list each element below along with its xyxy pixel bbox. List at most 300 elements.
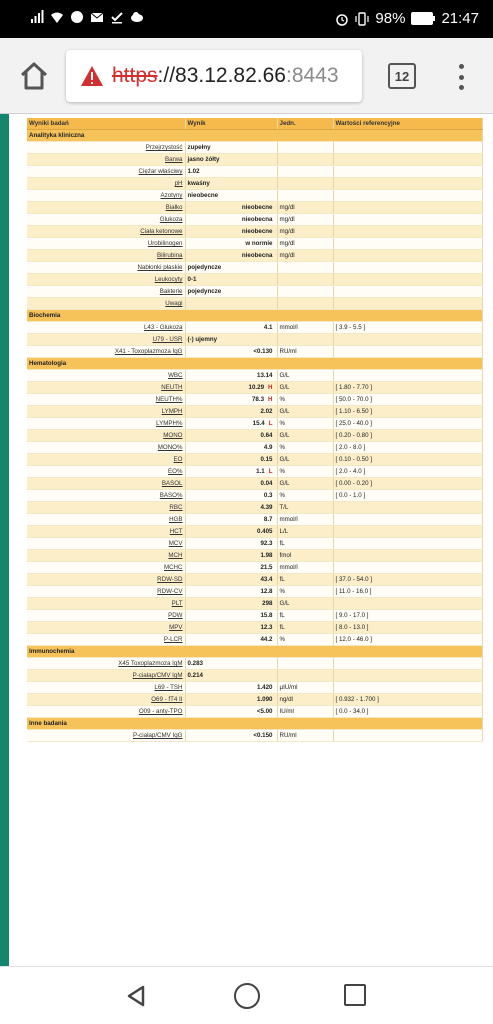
result-cell [185, 730, 277, 742]
result-value: nieobecne [241, 204, 273, 212]
table-row [27, 166, 482, 178]
header-test: Wyniki badań [27, 118, 185, 130]
result-cell [185, 598, 277, 610]
result-cell [185, 298, 277, 310]
unit-cell: G/L [277, 430, 333, 442]
reference-range-cell [333, 562, 482, 574]
table-row [27, 382, 482, 394]
table-row [27, 214, 482, 226]
result-cell [185, 214, 277, 226]
result-value: pojedyncze [187, 288, 222, 296]
result-cell [185, 502, 277, 514]
unit-cell: fL [277, 574, 333, 586]
result-value: 1.02 [187, 168, 200, 176]
unit-cell: mmol/l [277, 562, 333, 574]
result-cell [185, 478, 277, 490]
reference-range-cell [333, 166, 482, 178]
unit-cell [277, 190, 333, 202]
reference-range-cell: [ 25.0 - 40.0 ] [333, 418, 482, 430]
test-name-link[interactable]: L69 - TSH [27, 682, 185, 694]
test-name-link[interactable]: LYMPH [27, 406, 185, 418]
system-nav-bar [0, 966, 493, 1024]
result-value: 4.39 [260, 504, 273, 512]
table-row [27, 406, 482, 418]
unit-cell [277, 178, 333, 190]
result-value: 0.64 [260, 432, 273, 440]
reference-range-cell [333, 142, 482, 154]
result-cell [185, 442, 277, 454]
unit-cell: G/L [277, 598, 333, 610]
table-row [27, 286, 482, 298]
table-row [27, 550, 482, 562]
result-value: 0.15 [260, 456, 273, 464]
result-cell [185, 454, 277, 466]
home-icon[interactable] [18, 60, 50, 92]
test-name-link[interactable]: Azotyny [27, 190, 185, 202]
result-cell [185, 634, 277, 646]
table-row [27, 466, 482, 478]
reference-range-cell [333, 550, 482, 562]
result-cell [185, 274, 277, 286]
test-name-link[interactable]: P-LCR [27, 634, 185, 646]
unit-cell: T/L [277, 502, 333, 514]
test-name-link[interactable]: RDW-SD [27, 574, 185, 586]
table-row [27, 418, 482, 430]
lab-results-table [27, 118, 483, 742]
download-done-icon [110, 10, 124, 24]
result-value: 1.1 [256, 468, 265, 476]
test-name-link[interactable]: Nabłonki płaskie [27, 262, 185, 274]
reference-range-cell [333, 730, 482, 742]
test-name-link[interactable]: HCT [27, 526, 185, 538]
overflow-menu-icon[interactable] [453, 62, 469, 92]
result-cell [185, 202, 277, 214]
test-name-link[interactable]: LYMPH% [27, 418, 185, 430]
result-cell [185, 178, 277, 190]
result-value: 43.4 [260, 576, 273, 584]
result-cell [185, 334, 277, 346]
browser-toolbar [0, 38, 493, 114]
test-name-link[interactable]: MONO [27, 430, 185, 442]
unit-cell [277, 262, 333, 274]
table-header-row [27, 118, 482, 130]
result-value: 4.1 [263, 324, 273, 332]
reference-range-cell: [ 0.20 - 0.80 ] [333, 430, 482, 442]
reference-range-cell [333, 226, 482, 238]
result-cell [185, 622, 277, 634]
result-cell [185, 382, 277, 394]
test-name-link[interactable]: Barwa [27, 154, 185, 166]
status-bar [0, 0, 493, 38]
result-value: w normie [245, 240, 273, 248]
table-row [27, 562, 482, 574]
result-value: 1.98 [260, 552, 273, 560]
result-cell [185, 550, 277, 562]
test-name-link[interactable]: EO [27, 454, 185, 466]
reference-range-cell [333, 598, 482, 610]
recent-apps-icon[interactable] [344, 984, 366, 1006]
unit-cell [277, 154, 333, 166]
table-row [27, 598, 482, 610]
result-value: 21.5 [260, 564, 273, 572]
home-nav-icon[interactable] [234, 983, 260, 1009]
result-cell [185, 694, 277, 706]
reference-range-cell: [ 9.0 - 17.0 ] [333, 610, 482, 622]
table-row [27, 454, 482, 466]
result-value: jasno żółty [187, 156, 220, 164]
header-reference: Wartości referencyjne [333, 118, 482, 130]
test-name-link[interactable]: Urobilinogen [27, 238, 185, 250]
test-name-link[interactable]: Białko [27, 202, 185, 214]
unit-cell: mg/dl [277, 202, 333, 214]
result-value: 1.090 [257, 696, 273, 704]
result-value: nieobecna [241, 216, 273, 224]
unit-cell [277, 142, 333, 154]
test-name-link[interactable]: BASO% [27, 490, 185, 502]
reference-range-cell [333, 526, 482, 538]
table-row [27, 178, 482, 190]
result-value: 0.214 [187, 672, 203, 680]
result-cell [185, 166, 277, 178]
reference-range-cell: [ 0.10 - 0.50 ] [333, 454, 482, 466]
result-value: 15.4 [252, 420, 265, 428]
test-name-link[interactable]: Glukoza [27, 214, 185, 226]
test-name-link[interactable]: X45 Toxoplazmoza IgM [27, 658, 185, 670]
reference-range-cell [333, 214, 482, 226]
result-cell [185, 562, 277, 574]
result-value: 2.02 [260, 408, 273, 416]
test-name-link[interactable]: NEUTH [27, 382, 185, 394]
header-result: Wynik [185, 118, 277, 130]
table-row [27, 670, 482, 682]
reference-range-cell [333, 670, 482, 682]
reference-range-cell: [ 2.0 - 8.0 ] [333, 442, 482, 454]
section-header-row [27, 130, 482, 142]
reference-range-cell [333, 250, 482, 262]
test-name-link[interactable]: BASOL [27, 478, 185, 490]
unit-cell: % [277, 490, 333, 502]
table-row [27, 586, 482, 598]
result-value: 1.420 [257, 684, 273, 692]
test-name-link[interactable]: MCV [27, 538, 185, 550]
section-title: Immunochemia [27, 646, 482, 658]
unit-cell: fmol [277, 550, 333, 562]
unit-cell: G/L [277, 478, 333, 490]
reference-range-cell: [ 0.00 - 0.20 ] [333, 478, 482, 490]
test-name-link[interactable]: MCHC [27, 562, 185, 574]
table-row [27, 658, 482, 670]
result-flag: L [268, 420, 273, 428]
result-value: 0.04 [260, 480, 273, 488]
result-value: <0.130 [253, 348, 273, 356]
vibrate-icon [355, 12, 369, 26]
result-value: nieobecna [241, 252, 273, 260]
result-cell [185, 190, 277, 202]
unit-cell: % [277, 634, 333, 646]
test-name-link[interactable]: PLT [27, 598, 185, 610]
result-value: 92.3 [260, 540, 273, 548]
result-flag: L [268, 468, 273, 476]
reference-range-cell [333, 238, 482, 250]
unit-cell: G/L [277, 454, 333, 466]
test-name-link[interactable]: RDW-CV [27, 586, 185, 598]
result-value: pojedyncze [187, 264, 222, 272]
result-cell [185, 586, 277, 598]
reference-range-cell [333, 202, 482, 214]
result-cell [185, 706, 277, 718]
table-row [27, 538, 482, 550]
result-value: <0.150 [253, 732, 273, 740]
test-name-link[interactable]: MONO% [27, 442, 185, 454]
result-cell [185, 154, 277, 166]
warning-icon[interactable] [80, 65, 104, 87]
test-name-link[interactable]: P-ciałap/CMV IgG [27, 730, 185, 742]
result-cell [185, 238, 277, 250]
reference-range-cell [333, 190, 482, 202]
url-bar[interactable] [66, 50, 362, 102]
table-row [27, 298, 482, 310]
unit-cell: G/L [277, 406, 333, 418]
result-flag: H [268, 384, 273, 392]
left-accent-bar [0, 114, 9, 966]
reference-range-cell [333, 262, 482, 274]
alarm-icon [335, 12, 349, 26]
unit-cell: ng/dl [277, 694, 333, 706]
section-header-row [27, 646, 482, 658]
result-value: 12.8 [260, 588, 273, 596]
test-name-link[interactable]: HGB [27, 514, 185, 526]
test-name-link[interactable]: Bilirubina [27, 250, 185, 262]
unit-cell: mmol/l [277, 514, 333, 526]
result-value: nieobecne [187, 192, 219, 200]
table-row [27, 430, 482, 442]
reference-range-cell: [ 12.0 - 46.0 ] [333, 634, 482, 646]
result-cell [185, 610, 277, 622]
reference-range-cell [333, 502, 482, 514]
table-row [27, 346, 482, 358]
result-cell [185, 466, 277, 478]
result-cell [185, 322, 277, 334]
result-value: 10.29 [248, 384, 265, 392]
url-host: ://83.12.82.66 [157, 64, 286, 87]
table-row [27, 202, 482, 214]
tab-switcher-button[interactable]: 12 [388, 63, 416, 89]
result-flag: H [268, 396, 273, 404]
section-header-row [27, 718, 482, 730]
url-scheme: https [112, 64, 158, 87]
reference-range-cell: [ 0.0 - 34.0 ] [333, 706, 482, 718]
result-cell [185, 142, 277, 154]
test-name-link[interactable]: X41 - Toxoplazmoza IgG [27, 346, 185, 358]
test-name-link[interactable]: O69 - fT4 II [27, 694, 185, 706]
clock: 21:47 [441, 10, 479, 27]
unit-cell: % [277, 394, 333, 406]
result-value: 0-1 [187, 276, 197, 284]
table-row [27, 514, 482, 526]
test-name-link[interactable]: NEUTH% [27, 394, 185, 406]
reference-range-cell: [ 50.0 - 70.0 ] [333, 394, 482, 406]
unit-cell: % [277, 442, 333, 454]
reference-range-cell: [ 1.80 - 7.70 ] [333, 382, 482, 394]
test-name-link[interactable]: MPV [27, 622, 185, 634]
table-row [27, 370, 482, 382]
test-name-link[interactable]: Ciała ketonowe [27, 226, 185, 238]
reference-range-cell [333, 286, 482, 298]
result-cell [185, 406, 277, 418]
message-icon [70, 10, 84, 24]
test-name-link[interactable]: Bakterie [27, 286, 185, 298]
unit-cell [277, 334, 333, 346]
table-row [27, 250, 482, 262]
result-value: 15.8 [260, 612, 273, 620]
table-row [27, 322, 482, 334]
reference-range-cell: [ 2.0 - 4.0 ] [333, 466, 482, 478]
back-icon[interactable] [124, 984, 148, 1008]
table-row [27, 526, 482, 538]
table-row [27, 238, 482, 250]
result-cell [185, 430, 277, 442]
unit-cell: RU/ml [277, 346, 333, 358]
section-header-row [27, 358, 482, 370]
test-name-link[interactable]: L43 - Glukoza [27, 322, 185, 334]
result-value: 0.283 [187, 660, 203, 668]
table-row [27, 334, 482, 346]
section-header-row [27, 310, 482, 322]
test-name-link[interactable]: pH [27, 178, 185, 190]
test-name-link[interactable]: P-ciałap/CMV IgM [27, 670, 185, 682]
reference-range-cell: [ 8.0 - 13.0 ] [333, 622, 482, 634]
unit-cell [277, 298, 333, 310]
unit-cell: fL [277, 622, 333, 634]
reference-range-cell [333, 298, 482, 310]
reference-range-cell: [ 0.0 - 1.0 ] [333, 490, 482, 502]
result-value: 8.7 [263, 516, 273, 524]
unit-cell: % [277, 586, 333, 598]
unit-cell [277, 166, 333, 178]
result-cell [185, 658, 277, 670]
table-row [27, 574, 482, 586]
cloud-icon [130, 10, 144, 24]
result-cell [185, 394, 277, 406]
unit-cell: mmol/l [277, 322, 333, 334]
test-name-link[interactable]: PDW [27, 610, 185, 622]
result-value: 0.405 [257, 528, 273, 536]
result-value: 4.9 [263, 444, 273, 452]
status-icons-right [335, 10, 479, 27]
result-cell [185, 574, 277, 586]
result-value: 0.3 [263, 492, 273, 500]
status-icons-left [30, 10, 144, 24]
table-row [27, 682, 482, 694]
reference-range-cell [333, 538, 482, 550]
test-name-link[interactable]: Leukocyty [27, 274, 185, 286]
table-row [27, 730, 482, 742]
battery-percent: 98% [375, 10, 406, 27]
unit-cell: mg/dl [277, 250, 333, 262]
result-value: 298 [262, 600, 273, 608]
page-content[interactable] [0, 114, 493, 966]
result-cell [185, 670, 277, 682]
unit-cell: L/L [277, 526, 333, 538]
result-value: 78.3 [251, 396, 265, 404]
unit-cell: mg/dl [277, 214, 333, 226]
test-name-link[interactable]: MCH [27, 550, 185, 562]
reference-range-cell [333, 514, 482, 526]
unit-cell [277, 658, 333, 670]
battery-icon [411, 12, 435, 25]
result-value: nieobecne [241, 228, 273, 236]
result-value: <5.00 [256, 708, 273, 716]
reference-range-cell: [ 37.0 - 54.0 ] [333, 574, 482, 586]
result-value: zupełny [187, 144, 211, 152]
reference-range-cell [333, 658, 482, 670]
table-row [27, 706, 482, 718]
result-value: 12.3 [260, 624, 273, 632]
unit-cell: mg/dl [277, 238, 333, 250]
unit-cell [277, 286, 333, 298]
unit-cell: G/L [277, 382, 333, 394]
table-row [27, 262, 482, 274]
test-name-link[interactable]: U79 - USR [27, 334, 185, 346]
unit-cell: % [277, 418, 333, 430]
unit-cell: G/L [277, 370, 333, 382]
table-row [27, 274, 482, 286]
table-row [27, 478, 482, 490]
result-value: 13.14 [257, 372, 273, 380]
test-name-link[interactable]: O09 - anty-TPO [27, 706, 185, 718]
reference-range-cell [333, 682, 482, 694]
reference-range-cell [333, 178, 482, 190]
table-row [27, 622, 482, 634]
table-row [27, 694, 482, 706]
result-value: (-) ujemny [187, 336, 218, 344]
reference-range-cell: [ 0.932 - 1.700 ] [333, 694, 482, 706]
test-name-link[interactable]: Uwagi [27, 298, 185, 310]
url-port: :8443 [285, 64, 339, 87]
section-title: Biochemia [27, 310, 482, 322]
unit-cell: % [277, 466, 333, 478]
reference-range-cell: [ 3.9 - 5.5 ] [333, 322, 482, 334]
table-row [27, 154, 482, 166]
result-cell [185, 346, 277, 358]
result-cell [185, 538, 277, 550]
unit-cell: mg/dl [277, 226, 333, 238]
reference-range-cell [333, 346, 482, 358]
test-name-link[interactable]: Ciężar właściwy [27, 166, 185, 178]
test-name-link[interactable]: EO% [27, 466, 185, 478]
unit-cell: fL [277, 610, 333, 622]
reference-range-cell: [ 11.0 - 16.0 ] [333, 586, 482, 598]
result-cell [185, 526, 277, 538]
test-name-link[interactable]: Przejrzystość [27, 142, 185, 154]
result-cell [185, 418, 277, 430]
result-cell [185, 286, 277, 298]
result-cell [185, 262, 277, 274]
table-row [27, 502, 482, 514]
reference-range-cell [333, 154, 482, 166]
test-name-link[interactable]: RBC [27, 502, 185, 514]
unit-cell: fL [277, 538, 333, 550]
table-row [27, 610, 482, 622]
table-row [27, 634, 482, 646]
table-row [27, 394, 482, 406]
unit-cell: IU/ml [277, 706, 333, 718]
table-row [27, 142, 482, 154]
result-cell [185, 682, 277, 694]
test-name-link[interactable]: WBC [27, 370, 185, 382]
result-cell [185, 370, 277, 382]
result-value: kwaśny [187, 180, 210, 188]
